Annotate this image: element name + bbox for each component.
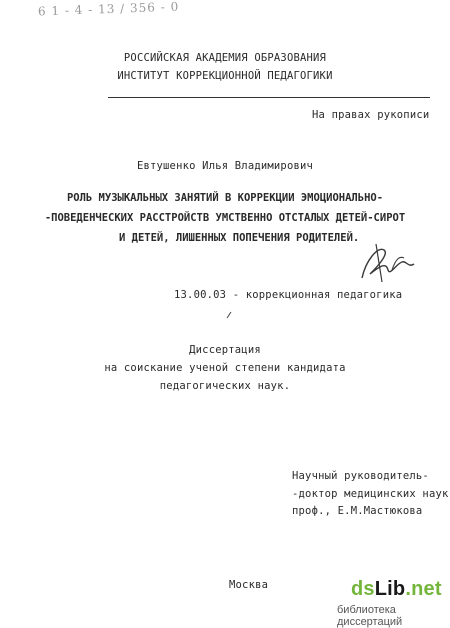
logo-part-net: .net: [405, 578, 442, 600]
header-rule: [108, 97, 430, 98]
title-line-1: РОЛЬ МУЗЫКАЛЬНЫХ ЗАНЯТИЙ В КОРРЕКЦИИ ЭМОЦИОНАЛЬНО-: [66, 192, 384, 204]
supervisor-line-1: Научный руководитель-: [292, 470, 429, 482]
logo-part-lib: Lib: [374, 578, 406, 600]
title-line-2: -ПОВЕДЕНЧЕСКИХ РАССТРОЙСТВ УМСТВЕННО ОТСТАЛЫХ ДЕТЕЙ-СИРОТ: [44, 212, 406, 224]
dslib-subtitle: библиотека диссертаций: [337, 604, 403, 628]
title-line-3: И ДЕТЕЙ, ЛИШЕННЫХ ПОПЕЧЕНИЯ РОДИТЕЛЕЙ.: [119, 232, 360, 244]
city: Москва: [229, 579, 269, 591]
rights-note: На правах рукописи: [312, 109, 430, 121]
specialty-code: 13.00.03 - коррекционная педагогика: [174, 289, 403, 301]
pen-mark: [226, 311, 232, 319]
dslib-logo[interactable]: [351, 578, 442, 601]
signature: [356, 240, 420, 286]
supervisor-line-2: -доктор медицинских наук: [292, 488, 449, 500]
institute-name: ИНСТИТУТ КОРРЕКЦИОННОЙ ПЕДАГОГИКИ: [117, 70, 333, 82]
science-line: педагогических наук.: [159, 380, 291, 392]
logo-part-ds: ds: [351, 578, 375, 600]
academy-name: РОССИЙСКАЯ АКАДЕМИЯ ОБРАЗОВАНИЯ: [123, 52, 327, 64]
author-name: Евтушенко Илья Владимирович: [136, 160, 314, 172]
archive-stamp: 6 1 - 4 - 13 / 356 - 0: [37, 0, 180, 19]
supervisor-line-3: проф., Е.М.Мастюкова: [292, 505, 423, 517]
degree-line: на соискание ученой степени кандидата: [104, 362, 346, 374]
dissertation-label: Диссертация: [189, 344, 261, 356]
